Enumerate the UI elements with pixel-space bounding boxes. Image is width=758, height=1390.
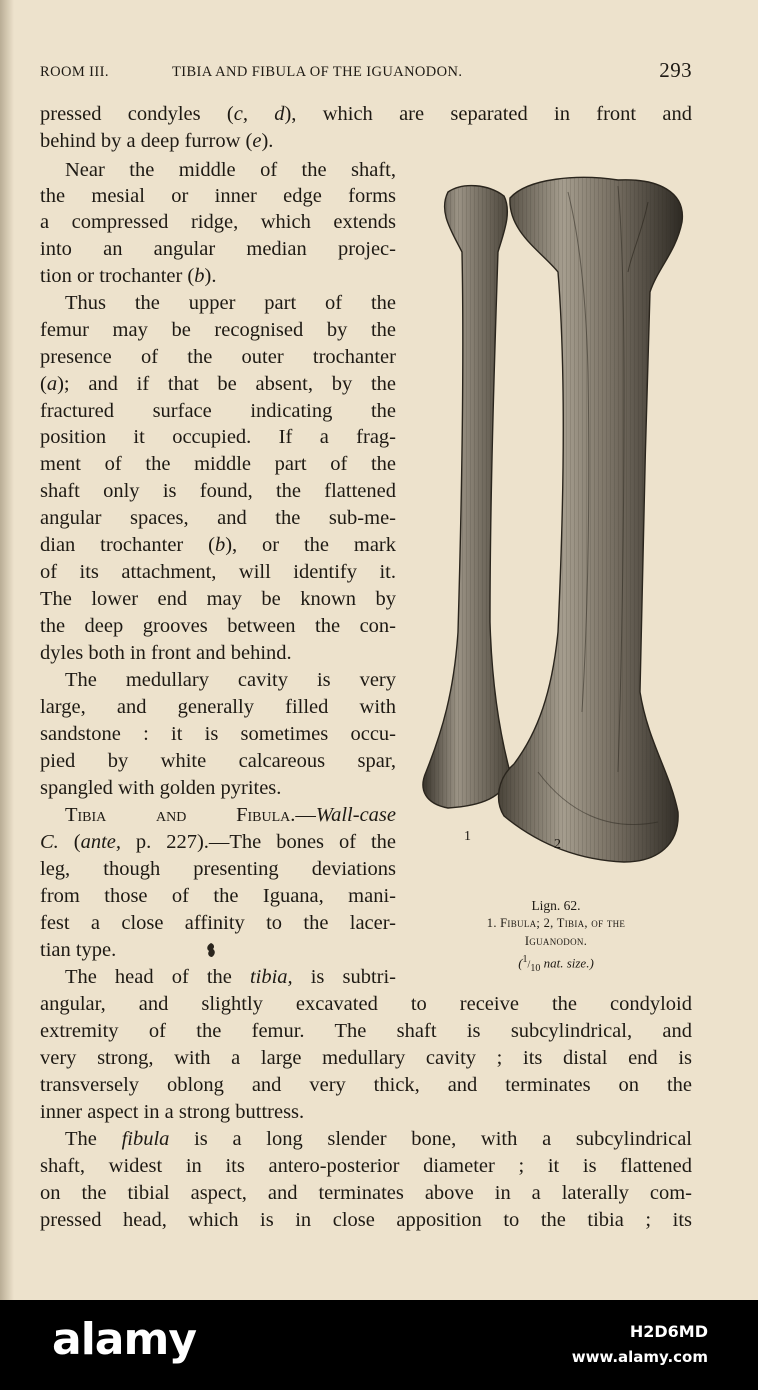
text-line: pressed head, which is in close apposition to the tibia ; its <box>40 1209 692 1231</box>
text-line: transversely oblong and very thick, and terminates on the <box>40 1074 692 1096</box>
text-line: tion or trochanter (b). <box>40 265 217 287</box>
text-line: presence of the outer trochanter <box>40 346 396 368</box>
header-room: ROOM III. <box>40 64 109 80</box>
bone-illustration <box>418 172 690 872</box>
text-line: C. (ante, p. 227).—The bones of the <box>40 831 396 853</box>
text-line: (a); and if that be absent, by the <box>40 373 396 395</box>
text-line: the deep grooves between the con- <box>40 615 396 637</box>
text-line: tian type. <box>40 939 117 961</box>
text-line: a compressed ridge, which extends <box>40 211 396 233</box>
text-line: dyles both in front and behind. <box>40 642 292 664</box>
text-line: very strong, with a large medullary cavity ; its distal end is <box>40 1047 692 1069</box>
text-line: leg, though presenting deviations <box>40 858 396 880</box>
text-line: The lower end may be known by <box>40 588 396 610</box>
text-line: angular, and slightly excavated to receive the condyloid <box>40 993 692 1015</box>
figure-label-tibia: 2 <box>554 837 561 852</box>
header-title: TIBIA AND FIBULA OF THE IGUANODON. <box>172 64 463 80</box>
figure-caption-title: Lign. 62. <box>531 898 581 913</box>
text-line: into an angular median projec- <box>40 238 396 260</box>
section-heading-line: Tibia and Fibula.—Wall-case <box>65 804 396 826</box>
text-line: inner aspect in a strong buttress. <box>40 1101 305 1123</box>
text-line: position it occupied. If a frag- <box>40 426 396 448</box>
text-line: spangled with golden pyrites. <box>40 777 282 799</box>
ink-blot <box>205 942 217 958</box>
text-line: large, and generally filled with <box>40 696 396 718</box>
figure-caption-line2: Iguanodon. <box>524 934 588 948</box>
figure-caption-line1: 1. Fibula; 2, Tibia, of the <box>486 916 626 930</box>
text-line: from those of the Iguana, mani- <box>40 885 396 907</box>
text-line: the mesial or inner edge forms <box>40 185 396 207</box>
text-line: behind by a deep furrow (e). <box>40 130 274 152</box>
figure-caption-scale: ($^1/_{10}$ nat. size.) <box>518 954 594 974</box>
page-edge-shadow <box>0 0 14 1300</box>
text-line: on the tibial aspect, and terminates above in a laterally com- <box>40 1182 692 1204</box>
text-line: The fibula is a long slender bone, with a subcylindrical <box>65 1128 692 1150</box>
text-line: fractured surface indicating the <box>40 400 396 422</box>
stock-watermark-bar <box>0 1300 758 1390</box>
text-line: fest a close affinity to the lacer- <box>40 912 396 934</box>
text-line: The head of the tibia, is subtri- <box>65 966 396 988</box>
text-line: ment of the middle part of the <box>40 453 396 475</box>
text-line: of its attachment, will identify it. <box>40 561 396 583</box>
tibia-bone <box>499 177 683 862</box>
text-line: shaft only is found, the flattened <box>40 480 396 502</box>
text-line: femur may be recognised by the <box>40 319 396 341</box>
text-line: pied by white calcareous spar, <box>40 750 396 772</box>
text-line: sandstone : it is sometimes occu- <box>40 723 396 745</box>
text-line: The medullary cavity is very <box>65 669 396 691</box>
text-line: Near the middle of the shaft, <box>65 159 396 181</box>
running-header <box>40 58 692 88</box>
figure-label-fibula: 1 <box>464 829 471 844</box>
watermark-url: www.alamy.com <box>571 1348 708 1366</box>
text-line: dian trochanter (b), or the mark <box>40 534 396 556</box>
page-number: 293 <box>659 58 692 82</box>
fibula-bone <box>423 186 510 808</box>
image-id: H2D6MD <box>629 1322 708 1341</box>
text-line: pressed condyles (c, d), which are separated in front and <box>40 103 692 125</box>
text-line: extremity of the femur. The shaft is subcylindrical, and <box>40 1020 692 1042</box>
text-line: angular spaces, and the sub-me- <box>40 507 396 529</box>
alamy-logo: alamy <box>52 1314 196 1365</box>
text-line: Thus the upper part of the <box>65 292 396 314</box>
text-line: shaft, widest in its antero-posterior diameter ; it is flattened <box>40 1155 692 1177</box>
